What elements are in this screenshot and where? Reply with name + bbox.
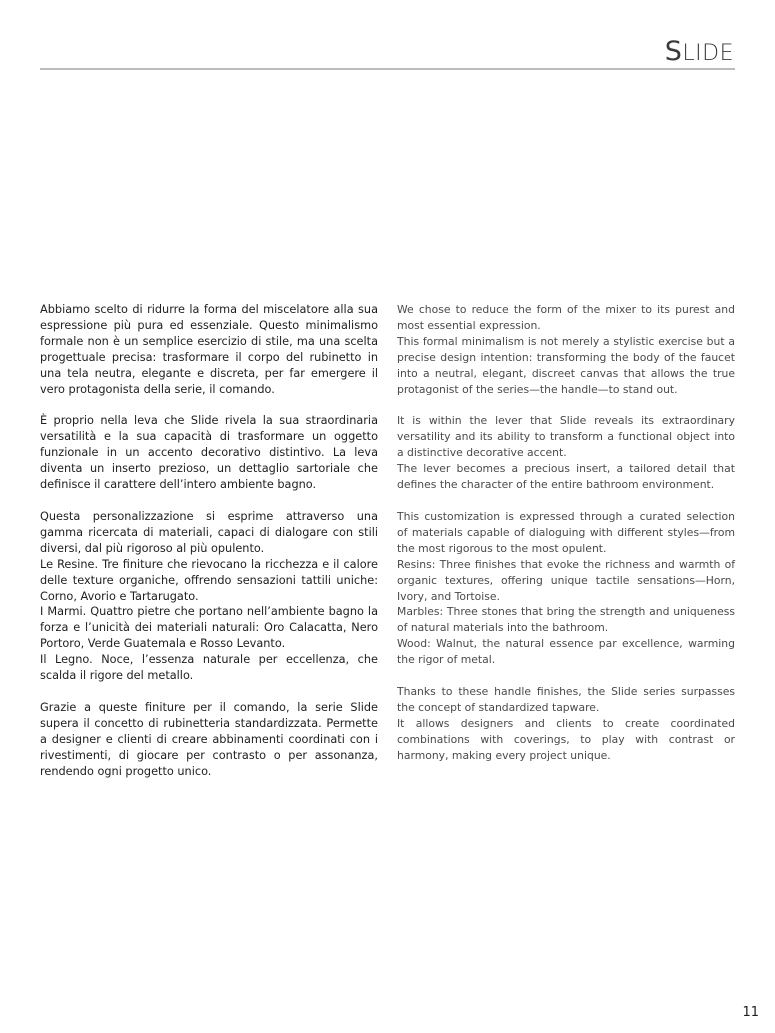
brand-title-initial: S: [664, 36, 683, 67]
page-number: 11: [742, 1005, 759, 1020]
english-paragraph-3: [397, 509, 735, 668]
italian-paragraph-3: [40, 509, 378, 684]
italian-marbles: I Marmi. Quattro pietre che portano nell’ambiente bagno la forza e l’unicità dei materiali naturali: Oro Calacatta, Nero Portoro, Verde Guatemala e Rosso Levanto.: [40, 605, 378, 651]
english-materials-intro: This customization is expressed through a curated selection of materials capable of dialoguing with different styles—from the most rigorous to the most opulent.: [397, 509, 735, 555]
english-p2-line-1: It is within the lever that Slide reveals its extraordinary versatility and its ability to transform a functional object into a distinctive decorative accent.: [397, 414, 735, 460]
brand-title-rest: LIDE: [682, 41, 734, 66]
english-paragraph-4: [397, 684, 735, 764]
english-paragraph-2: [397, 413, 735, 493]
english-wood: Wood: Walnut, the natural essence par excellence, warming the rigor of metal.: [397, 637, 735, 667]
english-p1-line-1: We chose to reduce the form of the mixer to its purest and most essential expression.: [397, 303, 735, 332]
italian-column: [40, 302, 378, 795]
italian-wood: Il Legno. Noce, l’essenza naturale per eccellenza, che scalda il rigore del metallo.: [40, 653, 378, 683]
english-marbles: Marbles: Three stones that bring the strength and uniqueness of natural materials into the bathroom.: [397, 605, 735, 635]
english-p2-line-2: The lever becomes a precious insert, a tailored detail that defines the character of the entire bathroom environment.: [397, 462, 735, 492]
italian-paragraph-4: Grazie a queste finiture per il comando, la serie Slide supera il concetto di rubinetteria standardizzata. Permette a designer e clienti di creare abbinamenti coordinati con i rivestimenti, di giocare per contrasto o per assonanza, rendendo ogni progetto unico.: [40, 700, 378, 778]
italian-resins: Le Resine. Tre finiture che rievocano la ricchezza e il calore delle texture organiche, offrendo sensazioni tattili uniche: Corno, Avorio e Tartarugato.: [40, 557, 378, 603]
italian-paragraph-1: Abbiamo scelto di ridurre la forma del miscelatore alla sua espressione più pura ed essenziale. Questo minimalismo formale non è un semplice esercizio di stile, ma una scelta progettuale precisa: trasformare il corpo del rubinetto in una tela neutra, elegante e discreta, per far emergere il vero protagonista della serie, il comando.: [40, 303, 378, 396]
english-p1-line-2: This formal minimalism is not merely a stylistic exercise but a precise design intention: transforming the body of the faucet into a neutral, elegant, discreet canvas that allows the true protagonist of the series—the handle—to stand out.: [397, 334, 735, 396]
english-resins: Resins: Three finishes that evoke the richness and warmth of organic textures, offering unique tactile sensations—Horn, Ivory, and Tortoise.: [397, 557, 735, 603]
brand-title: [665, 38, 734, 68]
english-column: [397, 302, 735, 780]
italian-paragraph-2: È proprio nella leva che Slide rivela la sua straordinaria versatilità e la sua capacità di trasformare un oggetto funzionale in un accento decorativo distintivo. La leva diventa un inserto prezioso, un dettaglio sartoriale che definisce il carattere dell’intero ambiente bagno.: [40, 414, 378, 492]
english-p4-line-2: It allows designers and clients to create coordinated combinations with coverings, to play with contrast or harmony, making every project unique.: [397, 716, 735, 762]
english-paragraph-1: [397, 302, 735, 397]
english-p4-line-1: Thanks to these handle finishes, the Slide series surpasses the concept of standardized tapware.: [397, 685, 735, 714]
header-rule: [40, 68, 735, 70]
italian-materials-intro: Questa personalizzazione si esprime attraverso una gamma ricercata di materiali, capaci di dialogare con stili diversi, dal più rigoroso al più opulento.: [40, 509, 378, 555]
